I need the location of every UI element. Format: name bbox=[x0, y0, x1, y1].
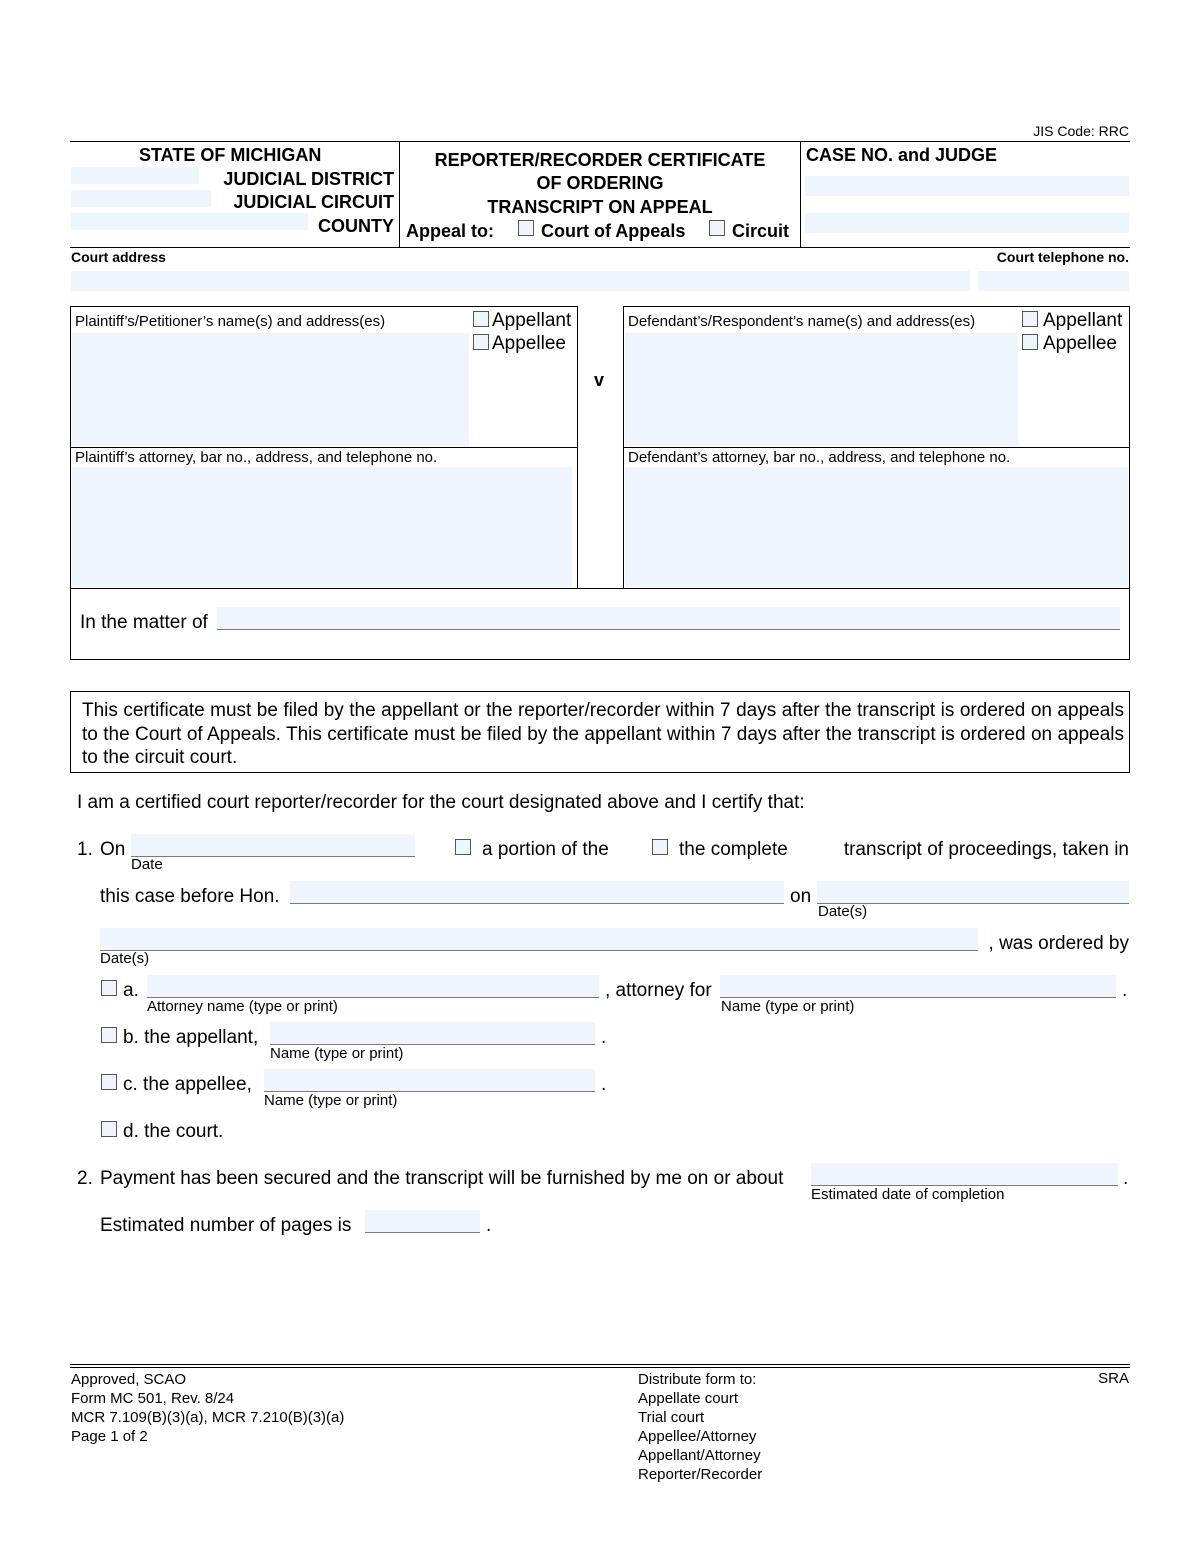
county-label: COUNTY bbox=[318, 216, 394, 236]
ordered-by-label: , was ordered by bbox=[988, 933, 1129, 954]
footer-mcr: MCR 7.109(B)(3)(a), MCR 7.210(B)(3)(a) bbox=[71, 1409, 345, 1426]
form-title-line1: REPORTER/RECORDER CERTIFICATE bbox=[434, 150, 766, 170]
defendant-name-field[interactable] bbox=[625, 333, 1018, 446]
proceeding-dates-field-2[interactable] bbox=[100, 928, 978, 951]
court-address-label: Court address bbox=[71, 249, 166, 265]
option-b-period: . bbox=[601, 1027, 607, 1048]
option-b-checkbox[interactable] bbox=[101, 1027, 117, 1043]
date-caption: Date bbox=[131, 856, 163, 873]
attorney-name-caption: Attorney name (type or print) bbox=[147, 998, 338, 1015]
complete-label: the complete bbox=[679, 839, 788, 860]
defendant-attorney-label: Defendant’s attorney, bar no., address, and telephone no. bbox=[628, 449, 1011, 466]
proceeding-dates-field[interactable] bbox=[817, 881, 1129, 904]
estimated-date-caption: Estimated date of completion bbox=[811, 1186, 1005, 1203]
defendant-appellant-label: Appellant bbox=[1043, 310, 1123, 331]
item2-period: . bbox=[1123, 1168, 1129, 1189]
footer-rule-2 bbox=[70, 1367, 1130, 1368]
dates-caption: Date(s) bbox=[818, 903, 868, 920]
on-word: on bbox=[790, 886, 812, 907]
defendant-divider bbox=[623, 447, 1130, 448]
plaintiff-label: Plaintiff’s/Petitioner’s name(s) and address(es) bbox=[75, 313, 386, 330]
plaintiff-appellee-checkbox[interactable] bbox=[473, 334, 489, 350]
form-title-line2: OF ORDERING bbox=[536, 173, 664, 193]
estimated-pages-field[interactable] bbox=[365, 1210, 480, 1233]
certify-text: I am a certified court reporter/recorder for the court designated above and I certify that: bbox=[77, 792, 805, 813]
pages-text: Estimated number of pages is bbox=[100, 1215, 352, 1236]
item2-number: 2. bbox=[77, 1168, 93, 1189]
payment-text: Payment has been secured and the transcript will be furnished by me on or about bbox=[100, 1168, 784, 1189]
plaintiff-name-field[interactable] bbox=[72, 333, 469, 446]
court-telephone-field[interactable] bbox=[978, 271, 1129, 291]
dates-caption-2: Date(s) bbox=[100, 950, 150, 967]
item1-number: 1. bbox=[77, 839, 93, 860]
matter-of-field[interactable] bbox=[217, 607, 1120, 630]
distribute-item: Trial court bbox=[638, 1409, 705, 1426]
appellant-name-field[interactable] bbox=[270, 1022, 595, 1045]
circuit-label: Circuit bbox=[732, 221, 790, 241]
judicial-circuit-label: JUDICIAL CIRCUIT bbox=[233, 192, 394, 212]
judicial-district-label: JUDICIAL DISTRICT bbox=[223, 169, 394, 189]
footer-approved: Approved, SCAO bbox=[71, 1371, 187, 1388]
case-no-field[interactable] bbox=[805, 176, 1129, 196]
footer-page: Page 1 of 2 bbox=[71, 1428, 148, 1445]
footer-form: Form MC 501, Rev. 8/24 bbox=[71, 1390, 235, 1407]
distribute-label: Distribute form to: bbox=[638, 1371, 757, 1388]
plaintiff-divider bbox=[70, 447, 578, 448]
judicial-circuit-field[interactable] bbox=[71, 190, 211, 207]
defendant-attorney-field[interactable] bbox=[625, 467, 1128, 587]
matter-of-label: In the matter of bbox=[80, 612, 208, 633]
footer-sra: SRA bbox=[1098, 1370, 1129, 1387]
court-address-field[interactable] bbox=[71, 271, 970, 291]
complete-checkbox[interactable] bbox=[652, 839, 668, 855]
portion-checkbox[interactable] bbox=[455, 839, 471, 855]
option-c-checkbox[interactable] bbox=[101, 1074, 117, 1090]
notice-text: This certificate must be filed by the appellant or the reporter/recorder within 7 days after the transcript is ordered on appeals to the Court of Appeals. This certificate must be filed by the appellant within 7 days after the transcript is ordered on appeals to the circuit court. bbox=[82, 700, 1124, 768]
defendant-appellee-checkbox[interactable] bbox=[1022, 334, 1038, 350]
judge-name-field[interactable] bbox=[290, 881, 784, 904]
plaintiff-appellant-label: Appellant bbox=[492, 310, 572, 331]
judge-field[interactable] bbox=[805, 213, 1129, 233]
defendant-appellee-label: Appellee bbox=[1043, 333, 1117, 354]
option-a-checkbox[interactable] bbox=[101, 980, 117, 996]
plaintiff-appellee-label: Appellee bbox=[492, 333, 566, 354]
portion-label: a portion of the bbox=[482, 839, 609, 860]
defendant-label: Defendant’s/Respondent’s name(s) and address(es) bbox=[628, 313, 976, 330]
court-telephone-label: Court telephone no. bbox=[996, 249, 1129, 265]
county-field[interactable] bbox=[71, 213, 308, 230]
estimated-date-field[interactable] bbox=[811, 1163, 1118, 1186]
before-hon-label: this case before Hon. bbox=[100, 886, 280, 907]
option-d-label: d. the court. bbox=[123, 1121, 224, 1142]
item1-on-label: On bbox=[100, 839, 126, 860]
attorney-for-name-field[interactable] bbox=[720, 975, 1116, 998]
distribute-item: Appellant/Attorney bbox=[638, 1447, 761, 1464]
footer-left bbox=[71, 1370, 344, 1446]
circuit-checkbox[interactable] bbox=[709, 220, 725, 236]
plaintiff-attorney-label: Plaintiff’s attorney, bar no., address, and telephone no. bbox=[75, 449, 438, 466]
versus-label: v bbox=[594, 370, 605, 390]
appeal-to-label: Appeal to: bbox=[406, 221, 494, 241]
option-a-period: . bbox=[1122, 980, 1128, 1001]
header-divider-right bbox=[800, 142, 801, 247]
header-top-rule bbox=[70, 141, 1130, 142]
court-of-appeals-label: Court of Appeals bbox=[541, 221, 686, 241]
footer-distribute bbox=[638, 1370, 762, 1484]
footer-rule-1 bbox=[70, 1364, 1130, 1365]
form-title-line3: TRANSCRIPT ON APPEAL bbox=[487, 197, 713, 217]
option-c-period: . bbox=[601, 1074, 607, 1095]
plaintiff-appellant-checkbox[interactable] bbox=[473, 311, 489, 327]
state-label: STATE OF MICHIGAN bbox=[139, 145, 322, 165]
appellee-name-field[interactable] bbox=[264, 1069, 595, 1092]
distribute-item: Appellee/Attorney bbox=[638, 1428, 757, 1445]
attorney-for-name-caption: Name (type or print) bbox=[721, 998, 855, 1015]
order-date-field[interactable] bbox=[131, 834, 415, 857]
option-c-label: c. the appellee, bbox=[123, 1074, 252, 1095]
pages-period: . bbox=[486, 1215, 492, 1236]
option-d-checkbox[interactable] bbox=[101, 1121, 117, 1137]
judicial-district-field[interactable] bbox=[71, 167, 199, 184]
option-b-label: b. the appellant, bbox=[123, 1027, 259, 1048]
distribute-item: Appellate court bbox=[638, 1390, 739, 1407]
jis-code: JIS Code: RRC bbox=[1033, 123, 1129, 139]
appellant-name-caption: Name (type or print) bbox=[270, 1045, 404, 1062]
attorney-name-field[interactable] bbox=[147, 975, 599, 998]
case-no-judge-label: CASE NO. and JUDGE bbox=[806, 145, 998, 165]
plaintiff-attorney-field[interactable] bbox=[72, 467, 572, 587]
appellee-name-caption: Name (type or print) bbox=[264, 1092, 398, 1109]
header-bottom-rule bbox=[70, 247, 1130, 248]
transcript-text: transcript of proceedings, taken in bbox=[843, 839, 1129, 860]
distribute-item: Reporter/Recorder bbox=[638, 1466, 763, 1483]
option-a-label: a. bbox=[123, 980, 139, 1001]
court-of-appeals-checkbox[interactable] bbox=[518, 220, 534, 236]
attorney-for-label: , attorney for bbox=[605, 980, 712, 1001]
defendant-appellant-checkbox[interactable] bbox=[1022, 311, 1038, 327]
